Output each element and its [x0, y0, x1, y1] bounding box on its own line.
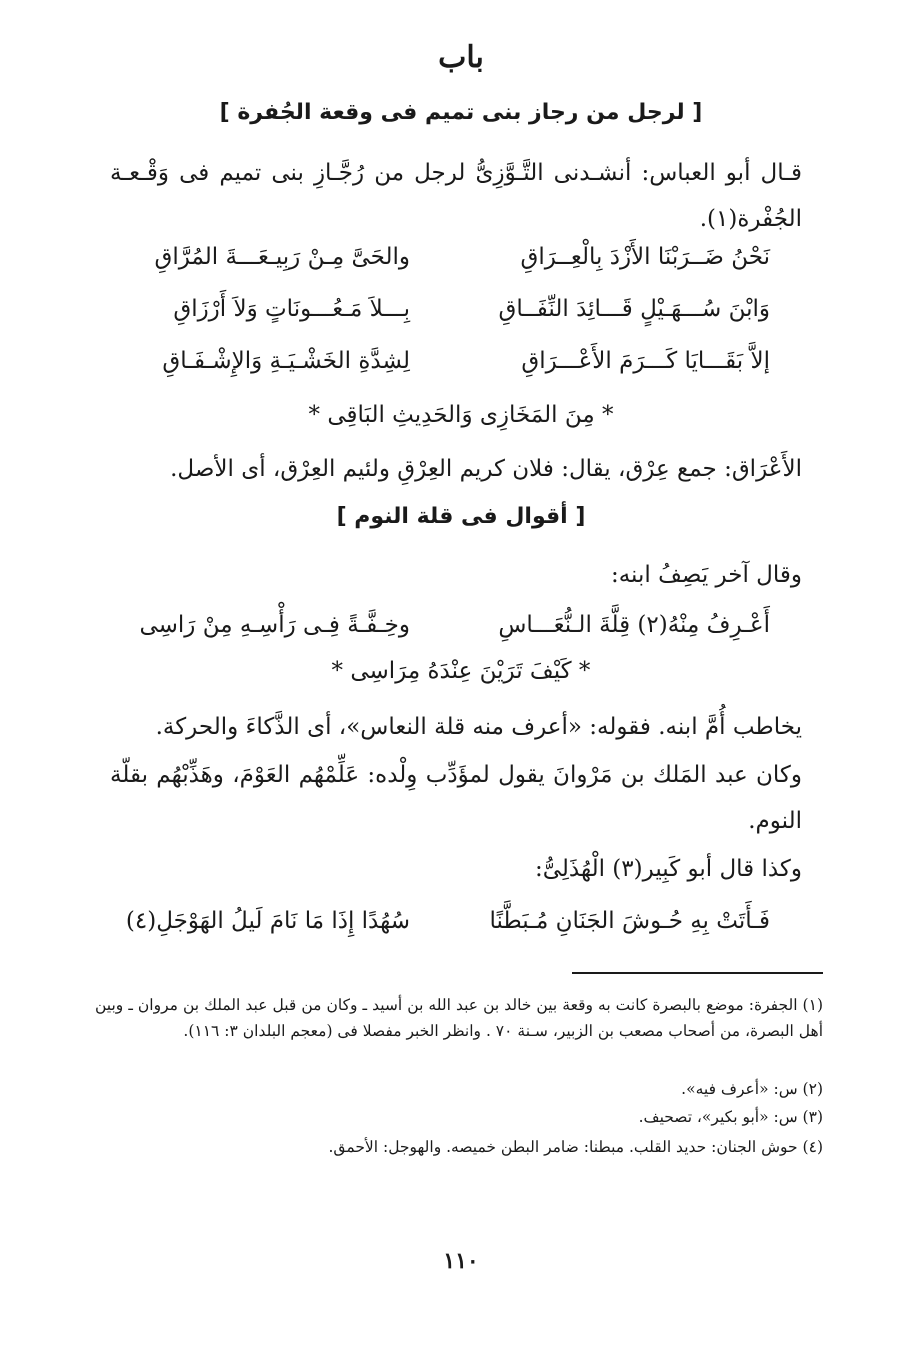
verse-5-left: سُهُدًا إِذَا مَا نَامَ لَيلُ الهَوْجَلِ(٤) [125, 908, 410, 934]
footnote-3: (٣) س: «أبو بكير»، تصحيف. [638, 1108, 823, 1126]
abdulmalik-paragraph: وكان عبد المَلك بن مَرْوانَ يقول لمؤَدِّب وِلْده: عَلِّمْهُم العَوْمَ، وهَذِّبْهُم بقلّة النوم. [110, 762, 802, 834]
verse-single-line-1: * مِنَ المَخَازِى وَالحَدِيثِ البَاقِى * [308, 402, 614, 428]
verse-2-left: بِـــلاَ مَـعُـــونَاتٍ وَلاَ أَرْزَاقِ [173, 296, 410, 322]
chapter-title: باب [438, 40, 484, 75]
verse-2-right: وَابْنَ سُـــهَـيْلٍ قَـــائِدَ النِّفَــاقِ [498, 296, 770, 322]
verse-1-left: والحَىَّ مِـنْ رَبِيـعَـــةَ المُرَّاقِ [154, 244, 410, 270]
verse-4-right: أَعْـرِفُ مِنْهُ(٢) قِلَّةَ الـنُّعَـــاسِ [498, 612, 770, 638]
verse-1-right: نَحْنُ ضَــرَبْنَا الأَزْدَ بِالْعِــرَاقِ [520, 244, 770, 270]
gloss-paragraph: الأَعْرَاق: جمع عِرْق، يقال: فلان كريم العِرْقِ ولئيم العِرْق، أى الأصل. [170, 456, 802, 482]
footnote-4: (٤) حوش الجنان: حديد القلب. مبطنا: ضامر البطن خميصه. والهوجل: الأحمق. [328, 1138, 823, 1156]
verse-3-right: إلاَّ بَقَـــايَا كَـــرَمَ الأَعْـــرَاقِ [521, 348, 770, 374]
page-number: ١١٠ [443, 1248, 479, 1274]
section-heading-1: [ لرجل من رجاز بنى تميم فى وقعة الجُفرة ] [219, 100, 703, 125]
verse-3-left: لِشِدَّةِ الخَشْـيَـةِ وَالإِشْـفَـاقِ [162, 348, 410, 374]
intro2-paragraph: وقال آخر يَصِفُ ابنه: [610, 562, 802, 588]
footnote-2: (٢) س: «أعرف فيه». [681, 1080, 823, 1098]
verse-5-right: فَـأَتَتْ بِهِ حُـوشَ الجَنَانِ مُـبَطَّنًا [489, 908, 770, 934]
footnote-1: (١) الجفرة: موضع بالبصرة كانت به وقعة بين خالد بن عبد الله بن أسيد ـ وكان من قبل عبد الملك بن مروان ـ وبين أهل البصرة، من أصحاب مصعب بن الزبير، سـنة ٧٠ . وانظر الخبر مفصلا فى (معجم البلدان ٣: ١١٦). [95, 996, 823, 1040]
section-heading-2: [ أقوال فى قلة النوم ] [336, 504, 586, 529]
explanation-paragraph: يخاطب أُمَّ ابنه. فقوله: «أعرف منه قلة النعاس»، أى الذَّكاءَ والحركة. [155, 714, 802, 740]
footnote-separator [572, 972, 823, 974]
verse-4-left: وخِـفَّـةً فِـى رَأْسِـهِ مِنْ رَاسِى [139, 612, 410, 638]
verse-single-line-2: * كَيْفَ تَرَيْنَ عِنْدَهُ مِرَاسِى * [331, 658, 591, 684]
intro3-paragraph: وكذا قال أبو كَبِير(٣) الْهُذَلِىُّ: [535, 856, 802, 882]
intro-paragraph: قـال أبو العباس: أنشـدنى التَّـوَّزِىُّ لرجل من رُجَّـازِ بنى تميم فى وَقْـعـة الجُفْرة(١). [110, 160, 802, 232]
